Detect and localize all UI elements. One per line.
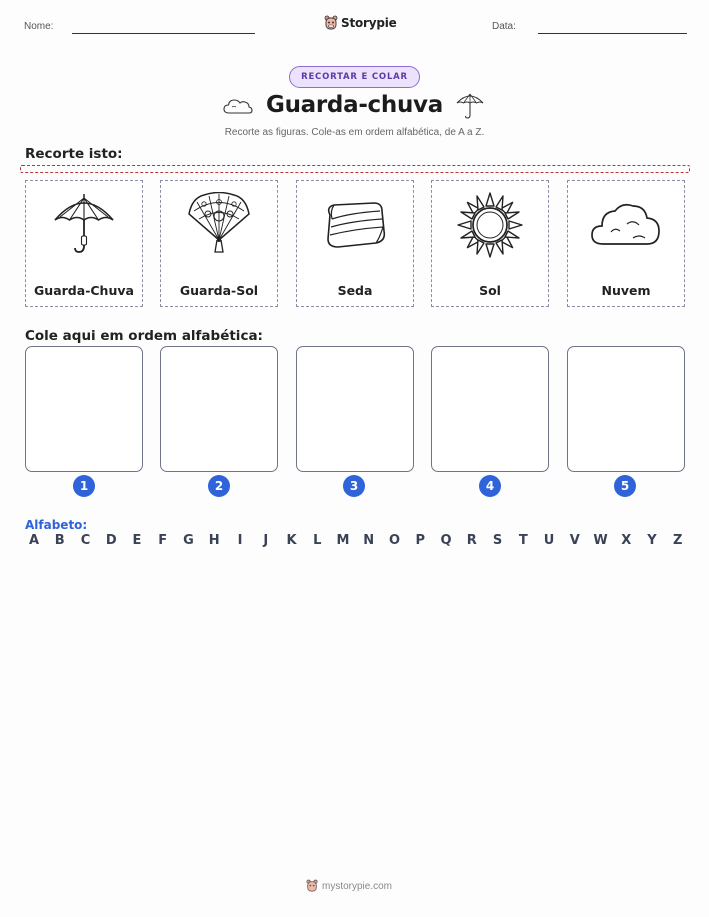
activity-type-badge: RECORTAR E COLAR: [289, 66, 420, 88]
cut-card-umbrella[interactable]: [25, 180, 143, 307]
paste-section-label: Cole aqui em ordem alfabética:: [25, 328, 263, 344]
alphabet-label: Alfabeto:: [25, 518, 88, 532]
cut-line: [20, 165, 690, 173]
worksheet-title: Guarda-chuva: [266, 92, 443, 118]
footer-url: mystorypie.com: [322, 880, 393, 892]
worksheet-header: [0, 14, 709, 38]
alphabet-row: [26, 533, 686, 548]
brand-logo: [324, 14, 397, 32]
cut-card-sun[interactable]: [431, 180, 549, 307]
alphabet-letter: D: [105, 533, 117, 548]
alphabet-letter: V: [569, 533, 580, 548]
date-line: [538, 33, 687, 34]
alphabet-letter: L: [313, 533, 322, 548]
alphabet-letter: K: [286, 533, 297, 548]
alphabet-letter: C: [80, 533, 91, 548]
slot-number-3: 3: [343, 475, 365, 497]
alphabet-letter: F: [158, 533, 168, 548]
name-label: Nome:: [24, 21, 54, 32]
storypie-mascot-icon: [324, 15, 338, 31]
footer: [306, 879, 392, 893]
slot-number-1: 1: [73, 475, 95, 497]
umbrella-icon: [454, 91, 486, 121]
cut-section-label: Recorte isto:: [25, 146, 123, 162]
cut-card-label: Sol: [479, 283, 501, 298]
cloud-icon: [589, 198, 663, 252]
cut-card-label: Seda: [337, 283, 373, 298]
name-line: [72, 33, 255, 34]
alphabet-letter: Q: [440, 533, 452, 548]
alphabet-letter: S: [492, 533, 503, 548]
slot-number-5: 5: [614, 475, 636, 497]
sun-icon: [455, 190, 525, 260]
slot-number-2: 2: [208, 475, 230, 497]
cut-card-label: Nuvem: [601, 283, 651, 298]
alphabet-letter: X: [621, 533, 632, 548]
date-label: Data:: [492, 21, 516, 32]
paste-slot-2[interactable]: [160, 346, 278, 472]
alphabet-letter: R: [466, 533, 477, 548]
alphabet-letter: U: [543, 533, 555, 548]
cut-card-fan[interactable]: [160, 180, 278, 307]
alphabet-letter: A: [28, 533, 40, 548]
paste-slot-1[interactable]: [25, 346, 143, 472]
alphabet-letter: Y: [647, 533, 657, 548]
slot-number-4: 4: [479, 475, 501, 497]
cut-card-cloud[interactable]: [567, 180, 685, 307]
paste-slot-5[interactable]: [567, 346, 685, 472]
alphabet-letter: N: [363, 533, 375, 548]
silk-fabric-icon: [320, 197, 390, 253]
alphabet-letter: E: [132, 533, 142, 548]
cut-card-silk[interactable]: [296, 180, 414, 307]
cut-card-label: Guarda-Sol: [179, 283, 259, 298]
alphabet-letter: J: [263, 533, 269, 548]
alphabet-letter: Z: [673, 533, 683, 548]
brand-name: Storypie: [341, 16, 397, 30]
hand-fan-icon: [184, 192, 254, 258]
umbrella-icon: [49, 190, 119, 260]
paste-slot-3[interactable]: [296, 346, 414, 472]
alphabet-letter: B: [54, 533, 65, 548]
alphabet-letter: H: [208, 533, 220, 548]
paste-slot-4[interactable]: [431, 346, 549, 472]
instructions-text: Recorte as figuras. Cole-as em ordem alfabética, de A a Z.: [224, 127, 485, 138]
alphabet-letter: W: [593, 533, 608, 548]
alphabet-letter: G: [183, 533, 194, 548]
storypie-mascot-icon: [306, 879, 318, 893]
alphabet-letter: I: [237, 533, 243, 548]
alphabet-letter: M: [336, 533, 350, 548]
cut-card-label: Guarda-Chuva: [34, 283, 134, 298]
alphabet-letter: P: [415, 533, 426, 548]
alphabet-letter: T: [518, 533, 528, 548]
alphabet-letter: O: [388, 533, 401, 548]
